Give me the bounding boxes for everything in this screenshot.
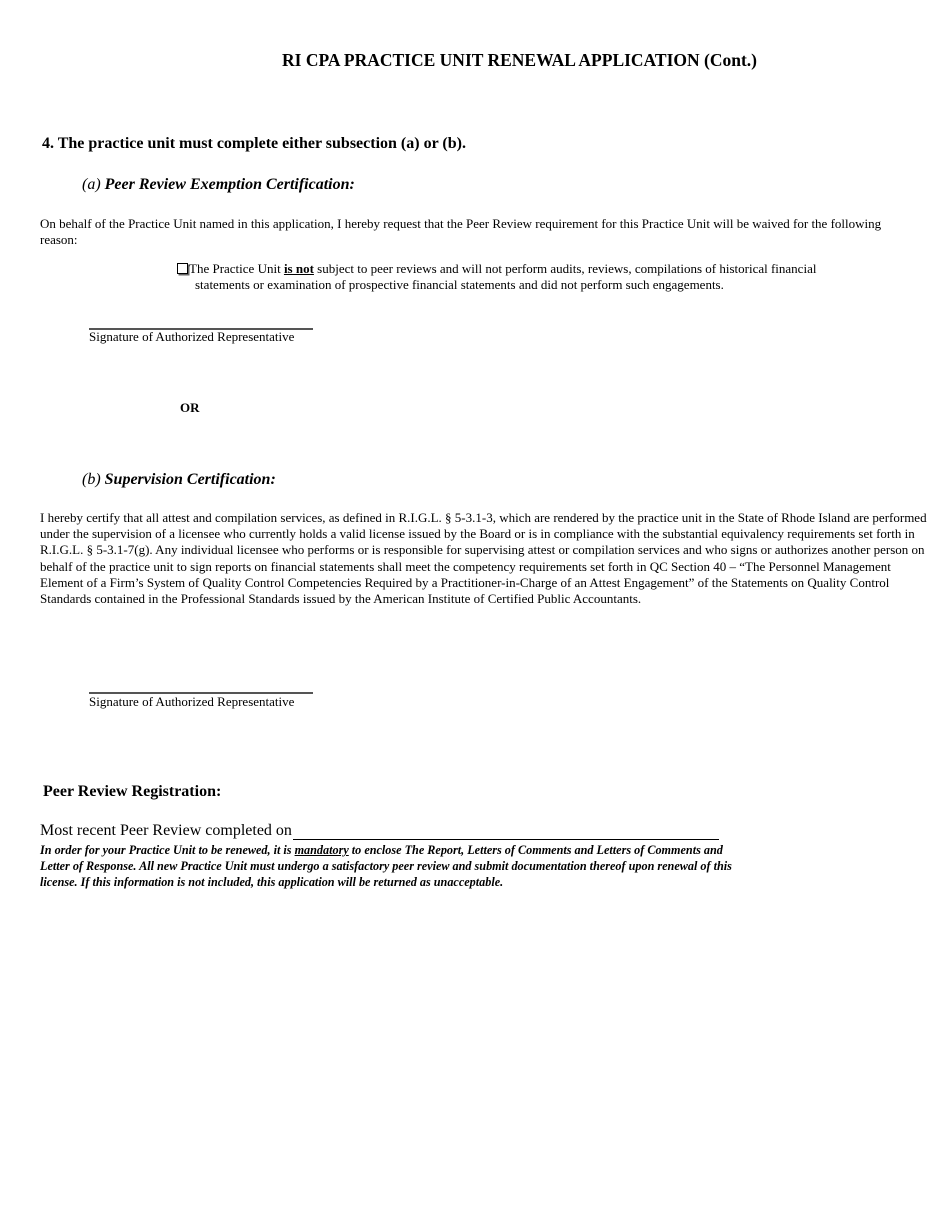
- signature-label-a: Signature of Authorized Representative: [89, 329, 295, 344]
- section-4-heading: 4. The practice unit must complete either subsection (a) or (b).: [42, 135, 466, 152]
- page-title: RI CPA PRACTICE UNIT RENEWAL APPLICATION (Cont.): [282, 50, 757, 70]
- exemption-checkbox[interactable]: [177, 263, 188, 274]
- subsection-a-heading: [82, 176, 355, 194]
- supervision-certification-paragraph: I hereby certify that all attest and compilation services, as defined in R.I.G.L. § 5-3.1-3, which are rendered by the practice unit in the State of Rhode Island are performed under the supervision of a licensee who currently holds a valid license issued by the Board or is in compliance with the substantial equivalency requirements set forth in R.I.G.L. § 5-3.1-7(g). Any individual licensee who performs or is responsible for supervising attest or compilation services and who signs or authorizes another person on behalf of the practice unit to sign reports on financial statements shall meet the competency requirements set forth in QC Section 40 – “The Personnel Management Element of a Firm’s System of Quality Control Competencies Required by a Practitioner-in-Charge of an Attest Engagement” of the Statements on Quality Control Standards contained in the Professional Standards issued by the American Institute of Certified Public Accountants.: [40, 510, 927, 607]
- exemption-option-text-end: subject to peer reviews and will not perform audits, reviews, compilations of historical financial: [313, 261, 817, 276]
- exemption-option-text-cont: statements or examination of prospective financial statements and did not perform such engagements.: [195, 277, 724, 293]
- exemption-option-text-start: The Practice Unit: [189, 261, 284, 276]
- exemption-option: [177, 261, 897, 293]
- recent-peer-review-date-field[interactable]: [293, 823, 719, 840]
- signature-label-b: Signature of Authorized Representative: [89, 694, 295, 709]
- subsection-a-title: Peer Review Exemption Certification:: [104, 176, 355, 193]
- subsection-b-title: Supervision Certification:: [104, 471, 276, 488]
- exemption-option-emphasis: is not: [283, 261, 314, 276]
- recent-peer-review-row: [40, 822, 719, 840]
- subsection-a-prefix: (a): [82, 176, 101, 193]
- subsection-b-prefix: (b): [82, 471, 101, 488]
- mandatory-documentation-note: [40, 843, 740, 890]
- mandatory-note-emphasis: mandatory: [294, 843, 349, 857]
- recent-peer-review-label: Most recent Peer Review completed on: [40, 822, 292, 839]
- peer-review-registration-heading: Peer Review Registration:: [43, 783, 222, 800]
- or-label: OR: [180, 400, 200, 415]
- exemption-request-paragraph: On behalf of the Practice Unit named in this application, I hereby request that the Peer Review requirement for this Practice Unit will be waived for the following reason:: [40, 216, 882, 248]
- subsection-b-heading: [82, 471, 276, 489]
- mandatory-note-start: In order for your Practice Unit to be renewed, it is: [40, 843, 295, 857]
- mandatory-note-end: to enclose The Report, Letters of Comments and Letters of Comments and Letter of Response. All new Practice Unit must undergo a satisfactory peer review and submit documentation thereof upon renewal of this license. If this information is not included, this application will be returned as unacceptable.: [40, 843, 732, 889]
